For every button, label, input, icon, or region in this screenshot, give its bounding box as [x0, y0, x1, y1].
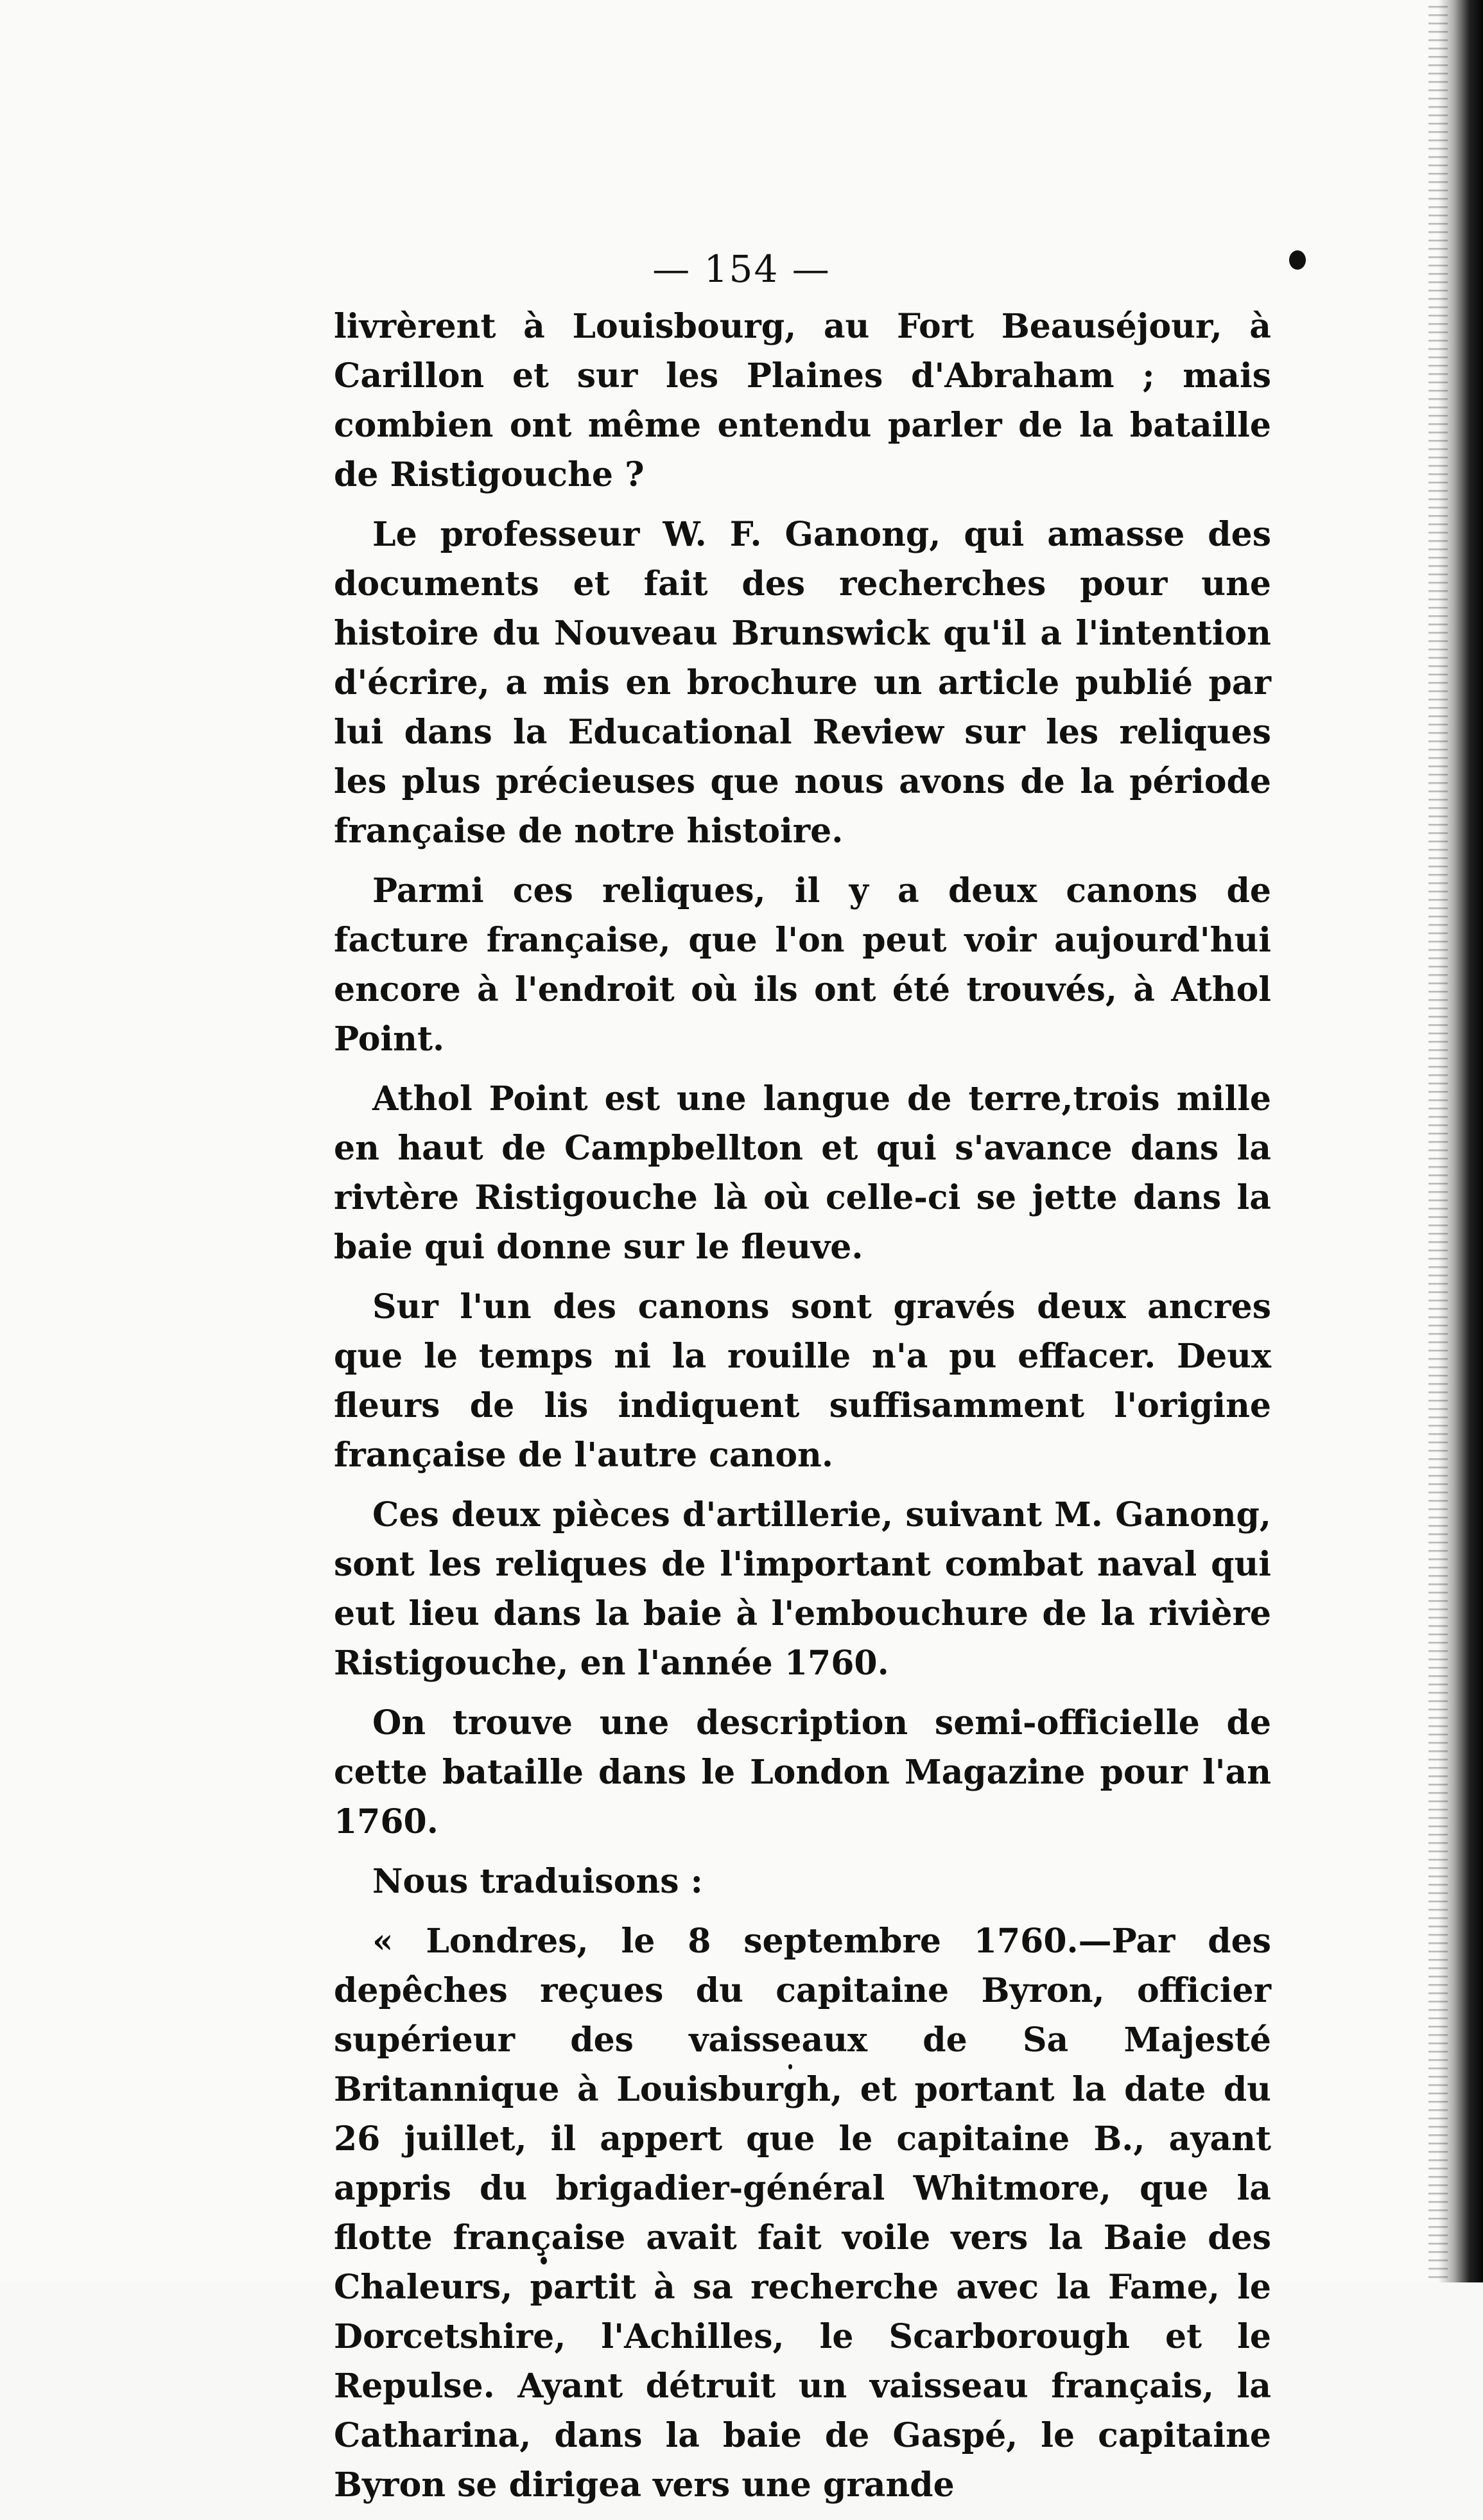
paragraph: Athol Point est une langue de terre,trois mille en haut de Campbellton et qui s'avance dans la rivtère Ristigouche là où celle-ci se jette dans la baie qui donne sur le fleuve. [334, 1079, 1271, 1267]
paragraph: Parmi ces reliques, il y a deux canons de facture française, que l'on peut voir aujourd'hui encore à l'endroit où ils ont été trouvés, à Athol Point. [334, 871, 1271, 1059]
paragraph: Sur l'un des canons sont gravés deux ancres que le temps ni la rouille n'a pu effacer. Deux fleurs de lis indiquent suffisamment l'origine française de l'autre canon. [334, 1287, 1271, 1475]
paragraph: « Londres, le 8 septembre 1760.—Par des depêches reçues du capitaine Byron, officier supérieur des vaisseaux de Sa Majesté Britannique à Louisburgh, et portant la date du 26 juillet, il appert que le capitaine B., ayant appris du brigadier-général Whitmore, que la flotte française avait fait voile vers la Baie des Chaleurs, partit à sa recherche avec la Fame, le Dorcetshire, l'Achilles, le Scarborough et le Repulse. Ayant détruit un vaisseau français, la Catharina, dans la baie de Gaspé, le capitaine Byron se dirigea vers une grande [334, 1922, 1271, 2505]
body-text [334, 302, 1271, 2520]
paragraph: Nous traduisons : [372, 1862, 703, 1901]
page-number: — 154 — [652, 247, 831, 291]
paragraph: On trouve une description semi-officielle de cette bataille dans le London Magazine pour l'an 1760. [334, 1703, 1271, 1841]
paragraph: Le professeur W. F. Ganong, qui amasse des documents et fait des recherches pour une histoire du Nouveau Brunswick qu'il a l'intention d'écrire, a mis en brochure un article publié par lui dans la Educational Review sur les reliques les plus précieuses que nous avons de la période française de notre histoire. [334, 515, 1271, 851]
binding-speckle [1428, 0, 1448, 2282]
paragraph: Ces deux pièces d'artillerie, suivant M. Ganong, sont les reliques de l'important combat naval qui eut lieu dans la baie à l'embouchure de la rivière Ristigouche, en l'année 1760. [334, 1495, 1271, 1683]
paragraph: livrèrent à Louisbourg, au Fort Beauséjour, à Carillon et sur les Plaines d'Abraham ; mais combien ont même entendu parler de la bataille de Ristigouche ? [334, 307, 1271, 494]
